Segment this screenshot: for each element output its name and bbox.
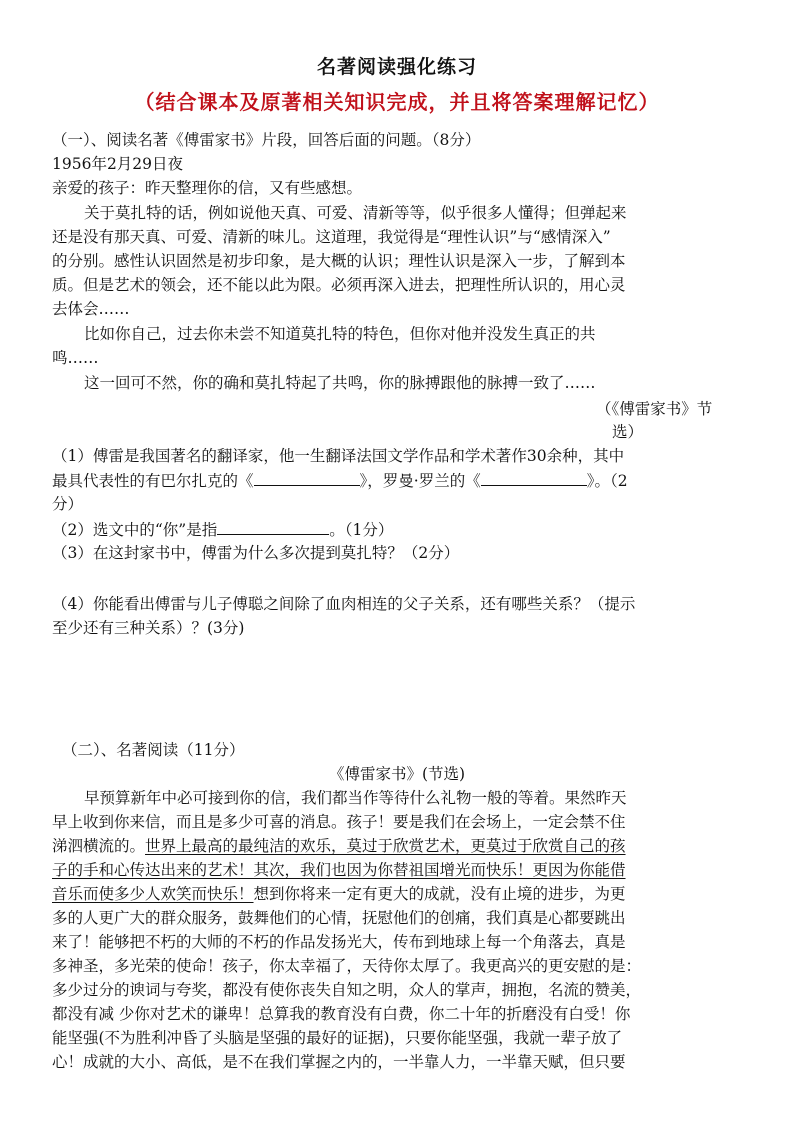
question-1-blanks <box>52 469 628 492</box>
passage-text: 想到你将来一定有更大的成就，没有止境的进步，为更 <box>253 885 626 903</box>
passage-line: 能坚强(不为胜利冲昏了头脑是坚强的最好的证据)，只要你能坚强，我就一辈子放了 <box>52 1029 623 1047</box>
question-4: 至少还有三种关系）？(3分) <box>52 619 245 637</box>
passage-line <box>52 883 626 905</box>
underlined-sentence: 子的手和心传达出来的艺术！其次，我们也因为你替祖国增光而快乐！更因为你能借 <box>52 861 626 879</box>
question-2 <box>52 518 393 541</box>
passage-line: 来了！能够把不朽的大师的不朽的作品发扬光大，传布到地球上每一个角落去，真是 <box>52 933 626 951</box>
question-1: （1）傅雷是我国著名的翻译家，他一生翻译法国文学作品和学术著作30余种，其中 <box>52 447 625 465</box>
passage-line: 都没有减 少你对艺术的谦卑！总算我的教育没有白费，你二十年的折磨没有白受！你 <box>52 1005 631 1023</box>
passage-line: 心！成就的大小、高低，是不在我们掌握之内的，一半靠人力，一半靠天赋，但只要 <box>52 1053 626 1071</box>
paragraph-line: 这一回可不然，你的确和莫扎特起了共鸣，你的脉搏跟他的脉搏一致了…… <box>84 374 596 392</box>
paragraph-line: 质。但是艺术的领会，还不能以此为限。必须再深入进去，把理性所认识的，用心灵 <box>52 276 626 294</box>
underlined-sentence: 世界上最高的最纯洁的欢乐，莫过于欣赏艺术，更莫过于欣赏自己的孩 <box>145 837 626 855</box>
passage-line: 多神圣，多光荣的使命！孩子，你太幸福了，天待你太厚了。我更高兴的更安慰的是： <box>52 957 642 975</box>
passage-line: 早上收到你来信，而且是多少可喜的消息。孩子！要是我们在会场上，一定会禁不住 <box>52 813 626 831</box>
underlined-sentence: 音乐而使多少人欢笑而快乐！ <box>52 885 254 903</box>
passage-line: 早预算新年中必可接到你的信，我们都当作等待什么礼物一般的等着。果然昨天 <box>84 789 627 807</box>
letter-date: 1956年2月29日夜 <box>52 155 184 173</box>
section2-heading: （二）、名著阅读（11分） <box>62 741 245 759</box>
page-subtitle: （结合课本及原著相关知识完成，并且将答案理解记忆） <box>134 90 660 114</box>
passage-line: 多少过分的谀词与夸奖，都没有使你丧失自知之明，众人的掌声，拥抱，名流的赞美， <box>52 981 642 999</box>
question-3: （3）在这封家书中，傅雷为什么多次提到莫扎特？（2分） <box>52 544 460 562</box>
paragraph-line: 还是没有那天真、可爱、清新的味儿。这道理，我觉得是“理性认识”与“感情深入” <box>52 228 611 246</box>
question-1-text: 最具代表性的有巴尔扎克的《 <box>52 472 254 490</box>
passage-text: 涕泗横流的。 <box>52 837 146 855</box>
answer-blank[interactable] <box>217 518 329 535</box>
section1-heading: （一）、阅读名著《傅雷家书》片段，回答后面的问题。（8分） <box>52 131 481 149</box>
question-1-text: 》，罗曼·罗兰的《 <box>359 472 481 490</box>
page-title: 名著阅读强化练习 <box>316 56 477 78</box>
passage-line: 多的人更广大的群众服务，鼓舞他们的心情，抚慰他们的创痛，我们真是心都要跳出 <box>52 909 626 927</box>
answer-blank[interactable] <box>254 469 360 486</box>
letter-greeting: 亲爱的孩子：昨天整理你的信，又有些感想。 <box>52 179 363 197</box>
paragraph-line: 去体会…… <box>52 300 130 318</box>
question-1-text: 》。（2 <box>586 472 628 490</box>
answer-blank[interactable] <box>481 469 587 486</box>
book-title: 《傅雷家书》(节选) <box>328 765 466 783</box>
paragraph-line: 鸣…… <box>52 349 99 367</box>
source-note: （《傅雷家书》节 <box>596 400 713 418</box>
question-1-end: 分） <box>52 495 84 513</box>
passage-line <box>52 835 626 857</box>
question-4: （4）你能看出傅雷与儿子傅聪之间除了血肉相连的父子关系，还有哪些关系？（提示 <box>52 595 636 613</box>
paragraph-line: 关于莫扎特的话，例如说他天真、可爱、清新等等，似乎很多人懂得；但弹起来 <box>84 204 627 222</box>
paragraph-line: 比如你自己，过去你未尝不知道莫扎特的特色，但你对他并没发生真正的共 <box>84 325 596 343</box>
paragraph-line: 的分别。感性认识固然是初步印象，是大概的认识；理性认识是深入一步，了解到本 <box>52 252 626 270</box>
source-note: 选） <box>612 423 644 441</box>
question-2-text: 。（1分） <box>329 521 394 539</box>
question-2-text: （2）选文中的“你”是指 <box>52 521 218 539</box>
